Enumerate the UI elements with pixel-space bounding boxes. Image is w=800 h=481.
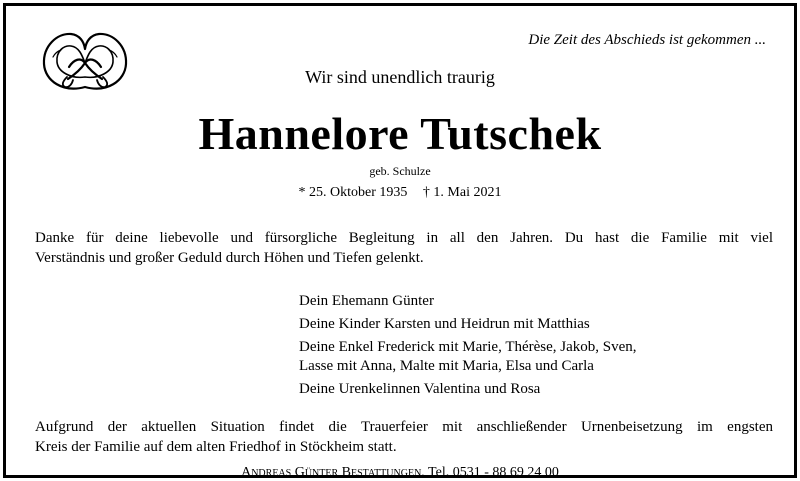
family-line: Deine Enkel Frederick mit Marie, Thérèse, Jakob, Sven, <box>299 339 637 355</box>
funeral-home-name: Andreas Günter Bestattungen <box>241 465 422 480</box>
born-name: geb. Schulze <box>369 164 431 178</box>
intro-text: Wir sind unendlich traurig <box>305 67 495 87</box>
family-line: Deine Kinder Karsten und Heidrun mit Matthias <box>299 316 590 332</box>
birth-date: * 25. Oktober 1935 <box>298 185 408 200</box>
ceremony-notice <box>35 417 773 457</box>
notice-line: Aufgrund der aktuellen Situation findet die Trauerfeier mit anschließender Urnenbeisetzung im engsten <box>35 419 773 435</box>
funeral-home-phone: , Tel. 0531 - 88 69 24 00 <box>421 465 559 480</box>
life-dates <box>6 185 794 201</box>
thanks-line: Danke für deine liebevolle und fürsorgliche Begleitung in all den Jahren. Du hast die Familie mit viel <box>35 230 773 246</box>
thanks-line: Verständnis und großer Geduld durch Höhen und Tiefen gelenkt. <box>35 250 424 266</box>
notice-line: Kreis der Familie auf dem alten Friedhof in Stöckheim statt. <box>35 439 397 455</box>
motto: Die Zeit des Abschieds ist gekommen ... <box>528 32 766 48</box>
death-date: † 1. Mai 2021 <box>422 185 502 200</box>
thanks-paragraph <box>35 228 773 268</box>
family-group <box>299 315 637 334</box>
deceased-name: Hannelore Tutschek <box>198 108 602 159</box>
family-list <box>299 292 637 403</box>
obituary-frame <box>3 3 797 478</box>
funeral-home-footer <box>6 465 794 481</box>
family-group <box>299 380 637 399</box>
family-line: Dein Ehemann Günter <box>299 293 434 309</box>
family-group <box>299 338 637 376</box>
family-group <box>299 292 637 311</box>
family-line: Lasse mit Anna, Malte mit Maria, Elsa und Carla <box>299 358 594 374</box>
family-line: Deine Urenkelinnen Valentina und Rosa <box>299 381 541 397</box>
